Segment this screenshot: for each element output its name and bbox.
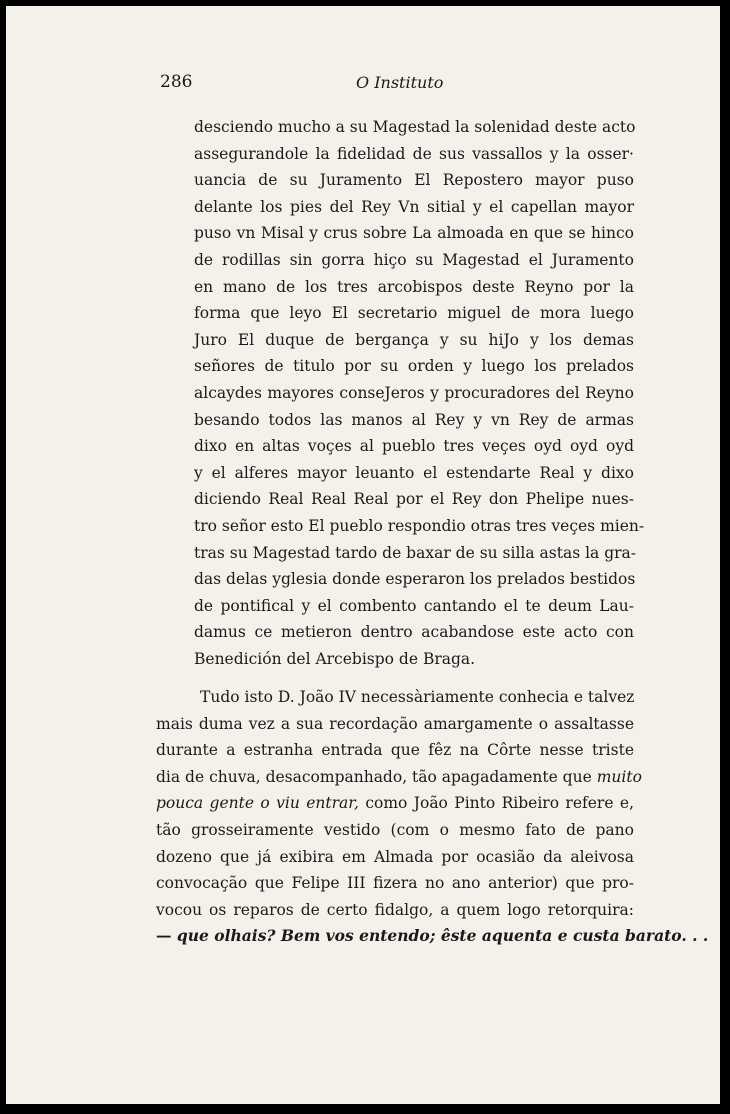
quote-line: en mano de los tres arcobispos deste Reyno por la: [194, 277, 634, 296]
body-line: tão grosseiramente vestido (com o mesmo fato de pano: [156, 820, 634, 839]
body-line: [156, 923, 709, 950]
quote-line: das delas yglesia donde esperaron los prelados bestidos: [194, 570, 636, 589]
quote-line: tro señor esto El pueblo respondio otras tres veçes mien-: [194, 516, 645, 535]
running-title: O Instituto: [356, 73, 444, 92]
quote-line: besando todos las manos al Rey y vn Rey de armas: [194, 410, 634, 429]
body-line: convocação que Felipe III fizera no ano anterior) que pro-: [156, 874, 634, 893]
body-line: [156, 764, 642, 791]
quote-line: Benedición del Arcebispo de Braga.: [194, 649, 476, 668]
italic-quote: que olhais? Bem vos entendo; êste aquenta e custa barato. . .: [176, 926, 709, 946]
quote-line: puso vn Misal y crus sobre La almoada en que se hinco: [194, 224, 634, 243]
quote-line: dixo en altas voçes al pueblo tres veçes oyd oyd oyd: [194, 437, 634, 456]
body-line: mais duma vez a sua recordação amargamente o assaltasse: [156, 714, 634, 733]
quote-line: desciendo mucho a su Magestad la solenidad deste acto: [194, 118, 636, 136]
page-header: [6, 72, 720, 96]
quote-line: delante los pies del Rey Vn sitial y el capellan mayor: [194, 197, 634, 216]
quoted-passage: [194, 114, 645, 672]
document-page: [6, 6, 720, 1104]
page-number: 286: [160, 72, 193, 92]
body-line: [156, 790, 634, 817]
quote-line: tras su Magestad tardo de baxar de su silla astas la gra-: [194, 543, 637, 562]
quote-line: alcaydes mayores conseJeros y procuradores del Reyno: [194, 383, 634, 402]
quote-line: uancia de su Juramento El Repostero mayor puso: [194, 171, 634, 190]
body-line: vocou os reparos de certo fidalgo, a quem logo retorquira:: [156, 900, 634, 919]
quote-line: señores de titulo por su orden y luego los prelados: [194, 357, 634, 376]
body-line: dozeno que já exibira em Almada por ocasião da aleivosa: [156, 847, 634, 866]
quote-line: assegurandole la fidelidad de sus vassallos y la osser·: [194, 144, 634, 163]
body-line: durante a estranha entrada que fêz na Côrte nesse triste: [156, 741, 634, 760]
italic-quote: pouca gente o viu entrar,: [156, 794, 359, 813]
quote-line: diciendo Real Real Real por el Rey don Phelipe nues-: [194, 490, 634, 509]
italic-quote: muito: [596, 767, 642, 786]
body-line: Tudo isto D. João IV necessàriamente conhecia e talvez: [200, 688, 635, 706]
body-text: como João Pinto Ribeiro refere e,: [358, 794, 635, 813]
em-dash: —: [156, 926, 177, 946]
body-paragraph: [156, 684, 709, 950]
quote-line: forma que leyo El secretario miguel de mora luego: [194, 304, 634, 323]
quote-line: damus ce metieron dentro acabandose este acto con: [194, 623, 634, 642]
quote-line: Juro El duque de bergança y su hiJo y los demas: [194, 330, 634, 349]
quote-line: de rodillas sin gorra hiço su Magestad el Juramento: [194, 250, 634, 269]
quote-line: de pontifical y el combento cantando el te deum Lau-: [194, 596, 634, 615]
body-text: dia de chuva, desacompanhado, tão apagadamente que: [156, 767, 597, 786]
quote-line: y el alferes mayor leuanto el estendarte Real y dixo: [194, 463, 634, 482]
